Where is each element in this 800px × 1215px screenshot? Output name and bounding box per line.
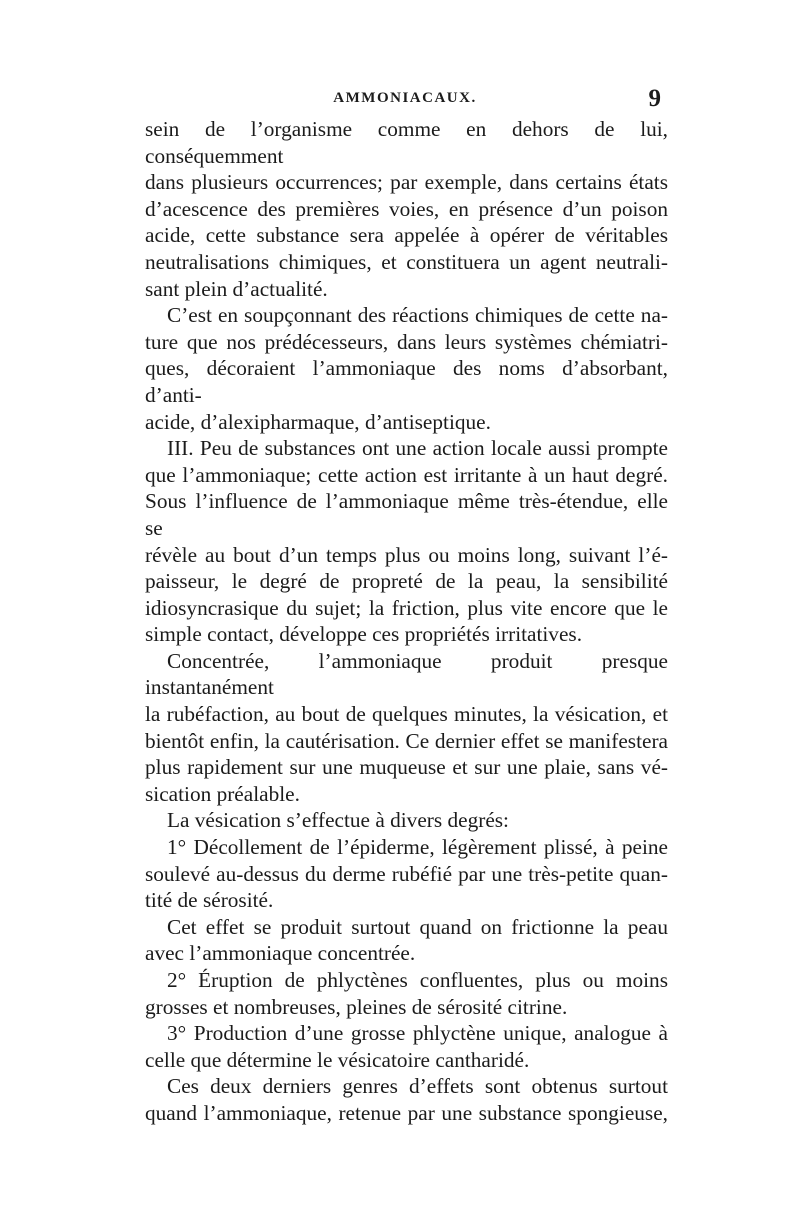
text-line: tité de sérosité. bbox=[145, 888, 274, 913]
text-line: plus rapidement sur une muqueuse et sur une plaie, sans vé- bbox=[145, 755, 668, 780]
text-line: Cet effet se produit surtout quand on frictionne la peau bbox=[167, 914, 668, 939]
running-title: AMMONIACAUX. bbox=[333, 90, 477, 106]
text-line: Concentrée, l’ammoniaque produit presque instantanément bbox=[145, 648, 668, 700]
text-line: 1° Décollement de l’épiderme, légèrement plissé, à peine bbox=[167, 835, 668, 860]
text-line: ques, décoraient l’ammoniaque des noms d’absorbant, d’anti- bbox=[145, 356, 668, 407]
text-line: avec l’ammoniaque concentrée. bbox=[145, 941, 416, 966]
text-line: d’acescence des premières voies, en présence d’un poison bbox=[145, 196, 668, 221]
text-line: 3° Production d’une grosse phlyctène unique, analogue à bbox=[167, 1021, 668, 1046]
text-line: révèle au bout d’un temps plus ou moins long, suivant l’é- bbox=[145, 542, 668, 567]
text-line: III. Peu de substances ont une action locale aussi prompte bbox=[167, 436, 668, 461]
text-line: quand l’ammoniaque, retenue par une substance spongieuse, bbox=[145, 1100, 668, 1125]
text-line: la rubéfaction, au bout de quelques minutes, la vésication, et bbox=[145, 702, 668, 727]
text-line: ture que nos prédécesseurs, dans leurs systèmes chémiatri- bbox=[145, 329, 668, 354]
text-line: C’est en soupçonnant des réactions chimiques de cette na- bbox=[167, 303, 668, 328]
text-line: neutralisations chimiques, et constituera un agent neutrali- bbox=[145, 249, 668, 274]
text-line: La vésication s’effectue à divers degrés: bbox=[167, 808, 509, 833]
text-line: celle que détermine le vésicatoire cantharidé. bbox=[145, 1047, 530, 1072]
text-line: sication préalable. bbox=[145, 781, 300, 806]
text-line: sant plein d’actualité. bbox=[145, 276, 328, 301]
text-line: simple contact, développe ces propriétés irritatives. bbox=[145, 622, 583, 647]
text-line: Ces deux derniers genres d’effets sont obtenus surtout bbox=[167, 1074, 668, 1099]
text-line: sein de l’organisme comme en dehors de lui, conséquemment bbox=[145, 117, 668, 168]
body-text bbox=[145, 116, 668, 1127]
text-line: que l’ammoniaque; cette action est irritante à un haut degré. bbox=[145, 462, 668, 487]
text-line: acide, d’alexipharmaque, d’antiseptique. bbox=[145, 409, 491, 434]
page-header bbox=[145, 85, 665, 118]
text-line: grosses et nombreuses, pleines de sérosité citrine. bbox=[145, 994, 568, 1019]
text-line: dans plusieurs occurrences; par exemple, dans certains états bbox=[145, 170, 668, 195]
text-line: acide, cette substance sera appelée à opérer de véritables bbox=[145, 223, 668, 248]
text-line: 2° Éruption de phlyctènes confluentes, plus ou moins bbox=[167, 968, 668, 992]
text-line: paisseur, le degré de propreté de la peau, la sensibilité bbox=[145, 569, 668, 594]
page-number: 9 bbox=[648, 85, 661, 112]
text-line: soulevé au-dessus du derme rubéfié par une très-petite quan- bbox=[145, 861, 668, 886]
text-line: bientôt enfin, la cautérisation. Ce dernier effet se manifestera bbox=[145, 728, 668, 753]
text-line: idiosyncrasique du sujet; la friction, plus vite encore que le bbox=[145, 595, 668, 620]
text-line: Sous l’influence de l’ammoniaque même très-étendue, elle se bbox=[145, 489, 668, 540]
